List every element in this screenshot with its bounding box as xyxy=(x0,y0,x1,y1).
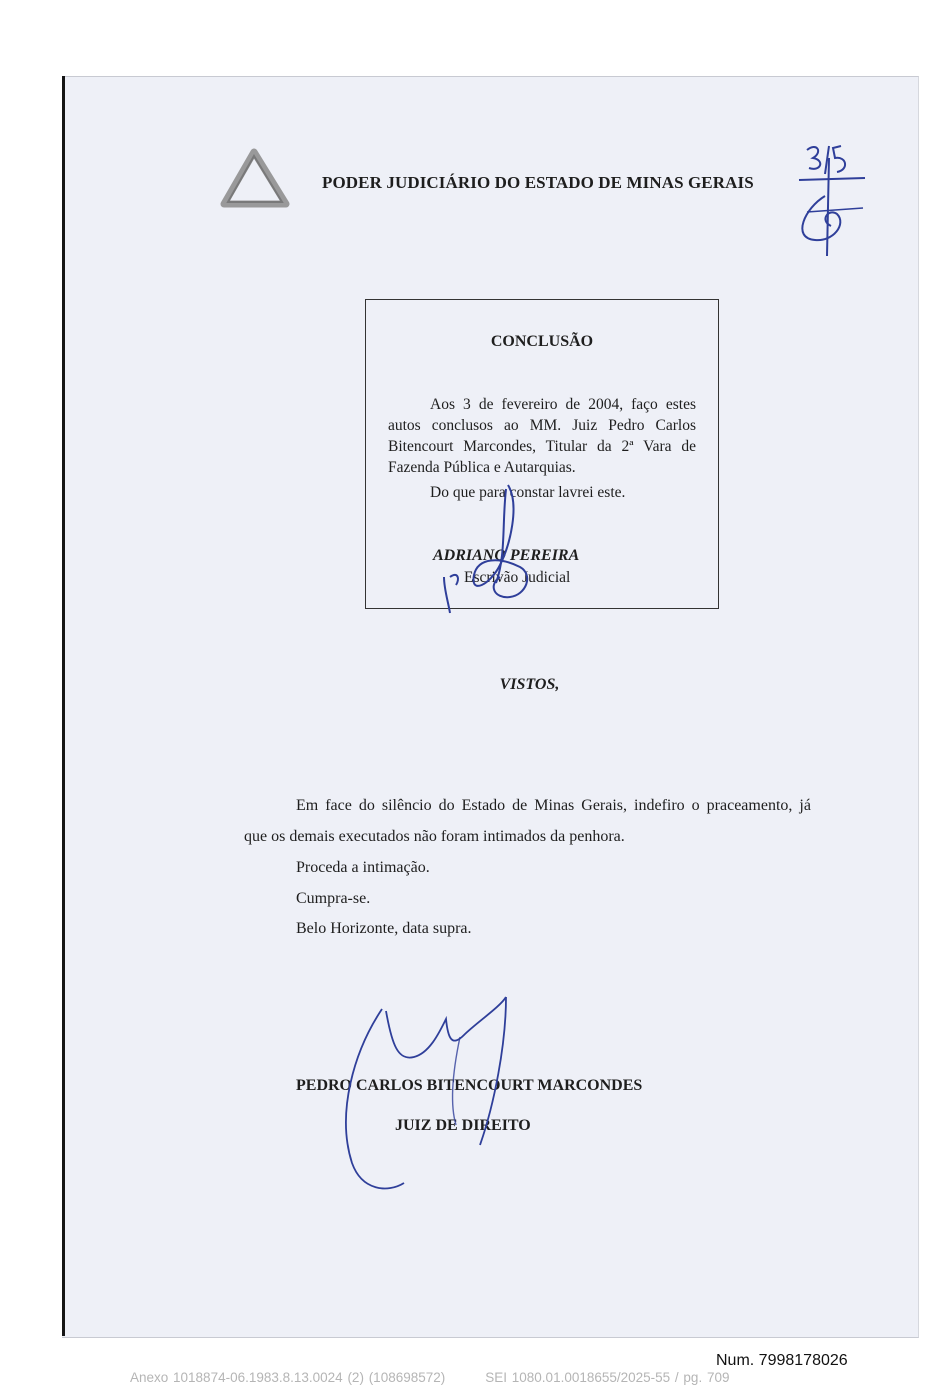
judge-signature xyxy=(330,995,515,1190)
triangle-emblem-icon xyxy=(216,146,292,212)
footer-sei: SEI 1080.01.0018655/2025-55 / pg. 709 xyxy=(485,1370,730,1385)
folio-handwritten-number xyxy=(785,138,870,263)
decision-paragraph-3: Cumpra-se. xyxy=(296,890,371,907)
decision-paragraph-1-line-1: Em face do silêncio do Estado de Minas Gerais, indefiro o praceamento, já xyxy=(296,797,811,814)
footer-metadata xyxy=(130,1370,729,1385)
conclusao-paragraph: Aos 3 de fevereiro de 2004, faço estes autos conclusos ao MM. Juiz Pedro Carlos Bitencourt Marcondes, Titular da 2ª Vara de Fazenda Pública e Autarquias. xyxy=(388,396,696,476)
conclusao-title: CONCLUSÃO xyxy=(490,333,594,350)
document-number: Num. 7998178026 xyxy=(716,1352,848,1369)
footer-annex: Anexo 1018874-06.1983.8.13.0024 (2) (108698572) xyxy=(130,1370,446,1385)
decision-paragraph-2: Proceda a intimação. xyxy=(296,859,430,876)
clerk-role: Escrivão Judicial xyxy=(464,569,571,586)
judge-name: PEDRO CARLOS BITENCOURT MARCONDES xyxy=(296,1077,643,1094)
decision-paragraph-1-line-2: que os demais executados não foram intimados da penhora. xyxy=(244,828,625,845)
conclusao-closing: Do que para constar lavrei este. xyxy=(430,484,626,501)
court-header-title: PODER JUDICIÁRIO DO ESTADO DE MINAS GERAIS xyxy=(322,173,754,192)
conclusao-box xyxy=(365,299,719,609)
judge-role: JUIZ DE DIREITO xyxy=(395,1117,531,1134)
clerk-name: ADRIANO PEREIRA xyxy=(433,547,580,564)
clerk-signature xyxy=(430,465,540,615)
scan-edge-shadow xyxy=(62,76,65,1336)
decision-paragraph-4: Belo Horizonte, data supra. xyxy=(296,920,472,937)
vistos-heading: VISTOS, xyxy=(499,676,560,693)
